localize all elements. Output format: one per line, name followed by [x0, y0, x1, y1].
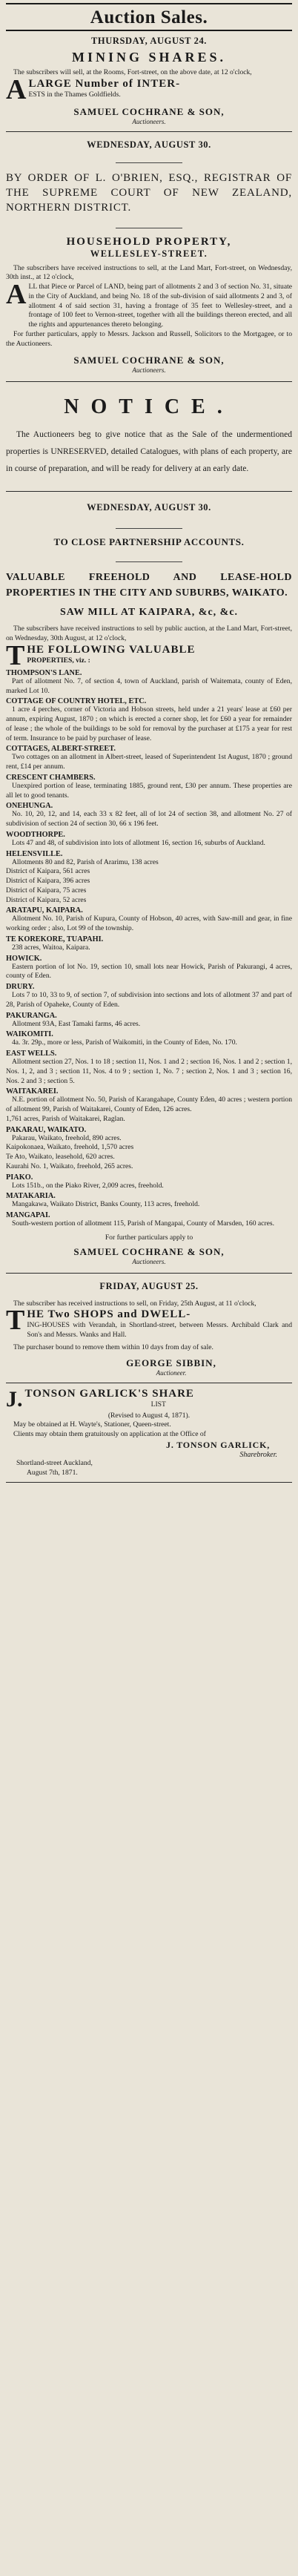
short-rule: [116, 528, 182, 529]
lot-item: [6, 1012, 292, 1030]
share-list-body-2: Clients may obtain them gratuitously on application at the Office of: [13, 1430, 206, 1438]
auctioneer-name: SAMUEL COCHRANE & SON,: [73, 355, 225, 366]
lot-description: Allotments 80 and 82, Parish of Ararimu, 138 acres District of Kaipara, 561 acres District of Kaipara, 396 acres District of Kaipara, 75 acres District of Kaipara, 52 acres: [6, 857, 159, 904]
lot-description: No. 10, 20, 12, and 14, each 33 x 82 feet, all of lot 24 of section 38, and allotment No. 27 of subdivision of section 24 of section 30, 66 x 196 feet.: [6, 810, 292, 828]
ad-date: WEDNESDAY, AUGUST 30.: [87, 139, 211, 150]
lot-name: ARATAPU, KAIPARA.: [6, 906, 83, 915]
lot-name: WAIKOMITI.: [6, 1030, 53, 1039]
lot-name: MATAKARIA.: [6, 1192, 56, 1201]
lot-description: Lots 47 and 48, of subdivision into lots of allotment 16, section 16, suburbs of Auckland.: [12, 838, 265, 847]
lot-description: 238 acres, Waitoa, Kaipara.: [12, 943, 90, 952]
lot-name: PIAKO.: [6, 1173, 33, 1182]
lot-description: South-western portion of allotment 115, Parish of Mangapai, County of Marsden, 160 acres.: [12, 1219, 275, 1228]
ad-heading-1: TO CLOSE PARTNERSHIP ACCOUNTS.: [53, 536, 245, 548]
ad-lead: [6, 1305, 292, 1340]
lot-description: 4a. 3r. 29p., more or less, Parish of Waikomiti, in the County of Eden, No. 170.: [12, 1038, 237, 1047]
auctioneer-role: Auctioneers.: [132, 117, 166, 125]
share-list-body: May be obtained at H. Wayte's, Stationer, Queen-street.: [13, 1420, 171, 1429]
notice-title: NOTICE.: [64, 395, 234, 419]
auctioneer-role: Auctioneers.: [132, 366, 166, 375]
lot-description: Allotment section 27, Nos. 1 to 18 ; section 11, Nos. 1 and 2 ; section 16, Nos. 1 and 2 ; section 1, Nos. 1, 2, and 3 ; section 11, Nos. 4 to 9 ; section 1, No. 7 ; section 2, Nos. 1 and 3 ; section 16, Nos. 2 and 3 ; section 5.: [6, 1058, 292, 1085]
signer-name: J. TONSON GARLICK,: [166, 1439, 270, 1450]
ad-lead-line2: ESTS in the Thames Goldfields.: [28, 90, 121, 99]
lot-name: PAKARAU, WAIKATO.: [6, 1125, 87, 1134]
ad-heading-2: WELLESLEY-STREET.: [90, 248, 208, 259]
lot-item: [6, 831, 292, 849]
lot-description: Part of allotment No. 7, of section 4, town of Auckland, parish of Waitemata, county of Eden, marked Lot 10.: [6, 676, 292, 695]
auctioneer-role: Auctioneer.: [156, 1368, 187, 1377]
lot-description: Unexpired portion of lease, terminating 1885, ground rent, £30 per annum. These properties are all let to good tenants.: [6, 781, 292, 800]
lot-item: [6, 1087, 292, 1124]
ad-body-text: ING-HOUSES with Verandah, in Shortland-street, between Messrs. Archibald Clark and Son's and Messrs. Wanks and Hall.: [27, 1321, 292, 1339]
ad-body: [6, 279, 292, 330]
lot-description: Pakarau, Waikato, freehold, 890 acres. Kaipokonaea, Waikato, freehold, 1,570 acres Te Ato, Waikato, leasehold, 620 acres. Kaurahi No. 1, Waikato, freehold, 265 acres.: [6, 1133, 134, 1170]
notice-body: The Auctioneers beg to give notice that as the Sale of the undermentioned properties is UNRESERVED, detailed Catalogues, with plans of each property, are in course of preparation, and will be ready for delivery at an early date.: [6, 430, 292, 474]
ad-household-property: [0, 132, 298, 382]
ad-heading: MINING SHARES.: [71, 50, 227, 65]
lot-description: Allotment No. 10, Parish of Kupura, County of Hobson, 40 acres, with Saw-mill and gear, in fine working order ; also, Lot 99 of the township.: [6, 915, 292, 932]
section-title: Auction Sales.: [90, 7, 208, 27]
auctioneer-role: Auctioneers.: [132, 1257, 166, 1265]
ad-heading-2: VALUABLE FREEHOLD AND LEASE-HOLD PROPERTIES IN THE CITY AND SUBURBS, WAIKATO.: [6, 572, 292, 599]
ad-date: WEDNESDAY, AUGUST 30.: [87, 502, 211, 513]
lot-name: MANGAPAI.: [6, 1211, 50, 1219]
lot-name: DRURY.: [6, 983, 35, 991]
lot-description: N.E. portion of allotment No. 50, Parish of Karangahape, County Eden, 40 acres ; western portion of allotment 99, Parish of Waitakarei, County of Eden, 126 acres. 1,761 acres, Parish of Waitakarei, Raglan.: [6, 1096, 292, 1123]
lot-description: Lots 151b., on the Piako River, 2,009 acres, freehold.: [12, 1181, 164, 1190]
lot-name: WOODTHORPE.: [6, 830, 65, 839]
lot-item: [6, 850, 292, 906]
lot-item: [6, 774, 292, 801]
lot-item: [6, 935, 292, 953]
drop-cap: A: [6, 73, 27, 105]
lot-item: [6, 1173, 292, 1191]
lot-name: PAKURANGA.: [6, 1011, 57, 1020]
lot-item: [6, 1211, 292, 1229]
lot-description: Mangakawa, Waikato District, Banks County, 113 acres, freehold.: [12, 1200, 200, 1209]
lot-description: Allotment 93A, East Tamaki farms, 46 acres.: [12, 1019, 141, 1028]
lot-item: [6, 906, 292, 934]
drop-cap: J.: [6, 1386, 23, 1411]
ad-date: THURSDAY, AUGUST 24.: [90, 36, 208, 46]
lot-name: HOWICK.: [6, 954, 42, 963]
ad-terms: The purchaser bound to remove them within 10 days from day of sale.: [13, 1343, 213, 1351]
lot-item: [6, 697, 292, 743]
ad-heading-1: HOUSEHOLD PROPERTY,: [66, 235, 232, 248]
ad-intro: The subscribers have received instructions to sell by public auction, at the Land Mart, Fort-street, on Wednesday, 30th August, at 12 o'clock,: [6, 625, 292, 642]
lot-description: 1 acre 4 perches, corner of Victoria and Hobson streets, held under a 21 years' lease at £60 per annum, expiring August, 1870 ; on which is erected a corner shop, let for £60 a year for remainder of lease ; the whole of the buildings to be sold for removal by the purchaser at £175 a year for rest of term. Insurance to be paid by purchaser of lease.: [6, 705, 292, 742]
ad-mining-shares: [0, 31, 298, 131]
ad-lead-line1: LARGE Number of INTER-: [28, 77, 181, 90]
ad-shops-dwellings: [0, 1274, 298, 1383]
ad-further: For further particulars apply to: [105, 1233, 193, 1242]
lot-name: WAITAKAREI.: [6, 1087, 59, 1096]
lot-name: CRESCENT CHAMBERS.: [6, 773, 96, 782]
drop-cap: T: [6, 639, 25, 671]
lot-item: [6, 1030, 292, 1048]
lot-name: COTTAGE OF COUNTRY HOTEL, ETC.: [6, 697, 147, 706]
ad-date: FRIDAY, AUGUST 25.: [99, 1280, 199, 1291]
lot-item: [6, 1192, 292, 1210]
lot-item: [6, 1050, 292, 1086]
ad-lead-line1: HE Two SHOPS and DWELL-: [27, 1308, 191, 1321]
ad-lead-line2: PROPERTIES, viz. :: [27, 656, 90, 665]
lot-name: EAST WELLS.: [6, 1050, 57, 1058]
bottom-rule: [6, 1482, 292, 1483]
short-rule: [116, 162, 182, 163]
auctioneer-name: SAMUEL COCHRANE & SON,: [73, 1245, 225, 1257]
share-list-sub: LIST: [150, 1400, 166, 1409]
lot-item: [6, 745, 292, 772]
ad-lead: [6, 639, 292, 671]
lot-item: [6, 1126, 292, 1172]
ad-heading-3: SAW MILL AT KAIPARA, &c, &c.: [59, 607, 239, 619]
share-list-heading: TONSON GARLICK'S SHARE: [24, 1387, 194, 1400]
share-list-revised: (Revised to August 4, 1871).: [107, 1411, 191, 1420]
lot-item: [6, 802, 292, 829]
auctioneer-name: GEORGE SIBBIN,: [126, 1357, 216, 1368]
ad-lead: [6, 73, 292, 105]
court-order: BY ORDER OF L. O'BRIEN, ESQ., REGISTRAR OF THE SUPREME COURT OF NEW ZEALAND, NORTHERN DISTRICT.: [6, 171, 292, 214]
ad-body-text: LL that Piece or Parcel of LAND, being part of allotments 2 and 3 of section No. 31, situate in the City of Auckland, and being No. 18 of the sub-division of said allotments 2 and 3, of allotment 4 of said section 31, having a frontage of 35 feet to Wellesley-street, and a frontage of 100 feet to Vernon-street, together with all the buildings thereon erected, and all the rights and appurtenances thereto belonging.: [28, 283, 292, 329]
ad-intro: The subscribers have received instructions to sell, at the Land Mart, Fort-street, on Wednesday, 30th inst., at 12 o'clock,: [6, 263, 292, 282]
lot-item: [6, 955, 292, 982]
address-line-2: August 7th, 1871.: [27, 1468, 78, 1477]
lot-name: HELENSVILLE.: [6, 849, 63, 858]
drop-cap: A: [6, 279, 27, 310]
lot-description: Two cottages on an allotment in Albert-street, leased of Superintendent 1st August, 1870 ; ground rent, £14 per annum.: [6, 753, 292, 771]
lot-description: Lots 7 to 10, 33 to 9, of section 7, of subdivision into sections and lots of allotment 37 and part of 28, Parish of Opaheke, County of Eden.: [6, 991, 292, 1009]
ad-intro: The subscribers will sell, at the Rooms, Fort-street, on the above date, at 12 o'clock,: [13, 68, 252, 76]
ad-notice: [0, 382, 298, 491]
drop-cap: T: [6, 1305, 25, 1337]
short-rule: [116, 561, 182, 562]
ad-share-list: [0, 1383, 298, 1483]
lot-name: ONEHUNGA.: [6, 802, 53, 811]
lot-description: Eastern portion of lot No. 19, section 10, small lots near Howick, Parish of Pakurangi, 4 acres, county of Eden.: [6, 962, 292, 981]
lot-item: [6, 983, 292, 1010]
ad-further: For further particulars, apply to Messrs. Jackson and Russell, Solicitors to the Mortgagee, or to the Auctioneers.: [6, 329, 292, 348]
auctioneer-name: SAMUEL COCHRANE & SON,: [73, 105, 225, 117]
lot-name: TE KOREKORE, TUAPAHI.: [6, 935, 104, 943]
ad-lead-line1: HE FOLLOWING VALUABLE: [27, 643, 196, 656]
lot-name: COTTAGES, ALBERT-STREET.: [6, 745, 116, 754]
ad-intro: The subscriber has received instructions to sell, on Friday, 25th August, at 11 o'clock,: [13, 1299, 256, 1308]
lot-list: [6, 669, 292, 1229]
signer-role: Sharebroker.: [239, 1450, 277, 1459]
lot-item: [6, 669, 292, 696]
lot-name: THOMPSON'S LANE.: [6, 668, 82, 677]
ad-partnership-properties: [0, 492, 298, 1272]
address-line-1: Shortland-street Auckland,: [16, 1458, 93, 1467]
ad-lead: [6, 1388, 292, 1411]
